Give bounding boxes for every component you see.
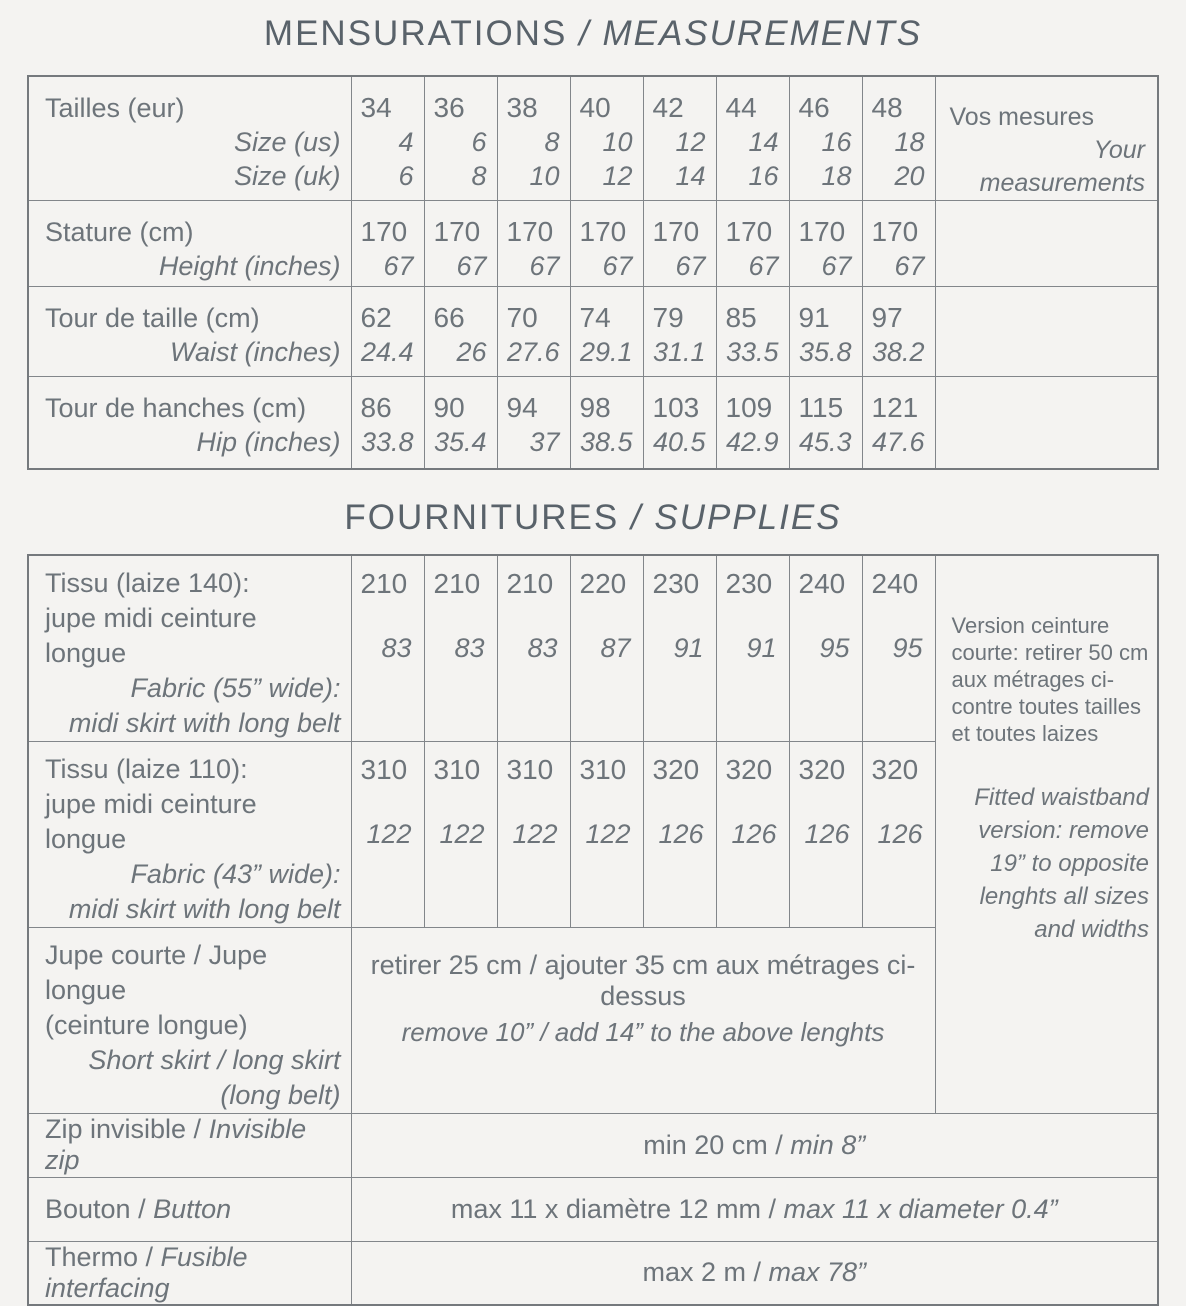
yardage-inch: 122 bbox=[366, 818, 412, 849]
interfacing-label-cell bbox=[28, 1241, 351, 1305]
value-inch: 37 bbox=[529, 427, 560, 457]
value-cm: 85 bbox=[725, 302, 757, 333]
size-uk: 16 bbox=[748, 161, 779, 191]
value-inch: 67 bbox=[529, 251, 560, 281]
value-cm: 170 bbox=[506, 216, 554, 247]
yardage-cm: 230 bbox=[725, 567, 773, 599]
zip-value-fr: min 20 cm / bbox=[643, 1129, 791, 1160]
yardage-inch: 126 bbox=[804, 818, 850, 849]
sizes-label-cell bbox=[28, 76, 351, 201]
yardage-cell bbox=[570, 741, 643, 927]
value-cm: 170 bbox=[360, 216, 408, 247]
yardage-cm: 320 bbox=[725, 753, 773, 785]
value-cell bbox=[643, 377, 716, 469]
value-cm: 170 bbox=[725, 216, 773, 247]
value-inch: 38.2 bbox=[871, 337, 925, 367]
value-cell bbox=[570, 287, 643, 377]
value-inch: 40.5 bbox=[652, 427, 706, 457]
skirt-label-en2: (long belt) bbox=[220, 1079, 341, 1110]
value-cm: 115 bbox=[798, 392, 844, 423]
size-us: 10 bbox=[602, 127, 633, 157]
value-inch: 35.8 bbox=[798, 337, 852, 367]
value-inch: 67 bbox=[383, 251, 414, 281]
size-uk: 10 bbox=[529, 161, 560, 191]
value-inch: 42.9 bbox=[725, 427, 779, 457]
yardage-cell bbox=[862, 555, 935, 742]
value-cm: 170 bbox=[579, 216, 627, 247]
yardage-cm: 310 bbox=[579, 753, 627, 785]
fabric-label-en2: midi skirt with long belt bbox=[68, 893, 341, 924]
yardage-inch: 122 bbox=[585, 818, 631, 849]
zip-value-en: min 8” bbox=[790, 1129, 866, 1160]
size-eur: 44 bbox=[725, 92, 757, 123]
skirt-label-en1: Short skirt / long skirt bbox=[88, 1044, 341, 1075]
waistband-note-fr: Version ceinture courte: retirer 50 cm aux métrages ci-contre toutes tailles et toutes laizes bbox=[951, 612, 1149, 746]
button-row bbox=[28, 1177, 1158, 1241]
value-inch: 38.5 bbox=[579, 427, 633, 457]
yardage-cell bbox=[862, 741, 935, 927]
value-cell bbox=[351, 287, 424, 377]
value-cell bbox=[424, 377, 497, 469]
yardage-cm: 310 bbox=[433, 753, 481, 785]
size-us: 16 bbox=[821, 127, 852, 157]
measurements-title-en: / MEASUREMENTS bbox=[579, 14, 923, 53]
value-cm: 121 bbox=[871, 392, 919, 423]
value-cm: 170 bbox=[798, 216, 846, 247]
size-us: 4 bbox=[398, 127, 414, 157]
row-label-cell bbox=[28, 377, 351, 469]
row-label-en: Waist (inches) bbox=[169, 337, 341, 367]
sizes-label-us: Size (us) bbox=[233, 127, 341, 157]
value-inch: 33.5 bbox=[725, 337, 779, 367]
fabric-label-fr1: Tissu (laize 140): bbox=[45, 567, 250, 598]
yardage-inch: 95 bbox=[892, 632, 923, 663]
value-cell bbox=[497, 201, 570, 287]
value-cell bbox=[862, 201, 935, 287]
yardage-cell bbox=[497, 741, 570, 927]
supplies-title-fr: FOURNITURES bbox=[344, 497, 631, 537]
size-cell bbox=[862, 76, 935, 201]
zip-label-fr: Zip invisible / bbox=[45, 1114, 209, 1144]
pattern-sheet-page bbox=[0, 12, 1186, 1303]
size-us: 8 bbox=[544, 127, 560, 157]
supplies-table bbox=[27, 554, 1159, 1306]
yardage-cm: 310 bbox=[506, 753, 554, 785]
skirt-value-en: remove 10” / add 14” to the above lenghts bbox=[401, 1016, 885, 1047]
interfacing-value-en: max 78” bbox=[768, 1257, 867, 1287]
yardage-cell bbox=[643, 555, 716, 742]
value-cm: 98 bbox=[579, 392, 611, 423]
size-us: 6 bbox=[471, 127, 487, 157]
size-uk: 8 bbox=[471, 161, 487, 191]
value-cm: 97 bbox=[871, 302, 903, 333]
value-cell bbox=[424, 201, 497, 287]
value-cm: 91 bbox=[798, 302, 830, 333]
measurements-table bbox=[27, 75, 1159, 470]
value-cell bbox=[497, 377, 570, 469]
fabric-110-label-cell bbox=[28, 741, 351, 927]
skirt-length-value-wrap bbox=[352, 928, 935, 1062]
yardage-cm: 210 bbox=[433, 567, 481, 599]
yardage-cell bbox=[497, 555, 570, 742]
size-uk: 6 bbox=[398, 161, 414, 191]
size-uk: 14 bbox=[675, 161, 706, 191]
sizes-label-fr: Tailles (eur) bbox=[45, 93, 185, 123]
size-eur: 34 bbox=[360, 92, 392, 123]
value-cm: 170 bbox=[652, 216, 700, 247]
value-cell bbox=[789, 201, 862, 287]
yardage-inch: 91 bbox=[746, 632, 777, 663]
row-label-fr: Stature (cm) bbox=[45, 217, 194, 247]
fabric-label-en1: Fabric (55” wide): bbox=[130, 672, 341, 703]
fabric-140-row bbox=[28, 555, 1158, 742]
yardage-inch: 95 bbox=[819, 632, 850, 663]
value-cell bbox=[351, 377, 424, 469]
interfacing-label-fr: Thermo / bbox=[45, 1241, 161, 1272]
row-label-cell bbox=[28, 287, 351, 377]
size-uk: 20 bbox=[894, 161, 925, 191]
size-cell bbox=[789, 76, 862, 201]
value-cm: 109 bbox=[725, 392, 773, 423]
size-eur: 46 bbox=[798, 92, 830, 123]
yardage-inch: 126 bbox=[731, 818, 777, 849]
zip-value-cell bbox=[351, 1113, 1158, 1177]
yardage-cell bbox=[351, 555, 424, 742]
size-cell bbox=[570, 76, 643, 201]
value-cell bbox=[497, 287, 570, 377]
your-measurements-empty-cell bbox=[935, 377, 1158, 469]
skirt-label-fr1: Jupe courte / Jupe longue bbox=[45, 939, 268, 1005]
yardage-cm: 240 bbox=[798, 567, 846, 599]
zip-label-en: Invisible zip bbox=[45, 1114, 307, 1175]
waistband-note-en: Fitted waistband version: remove 19” to opposite lenghts all sizes and widths bbox=[974, 783, 1149, 943]
yardage-inch: 83 bbox=[527, 632, 558, 663]
value-inch: 47.6 bbox=[871, 427, 925, 457]
value-inch: 31.1 bbox=[652, 337, 706, 367]
row-label-cell bbox=[28, 201, 351, 287]
supplies-title bbox=[0, 496, 1186, 540]
size-us: 14 bbox=[748, 127, 779, 157]
yardage-cell bbox=[424, 741, 497, 927]
yardage-cell bbox=[716, 741, 789, 927]
value-inch: 35.4 bbox=[433, 427, 487, 457]
measurements-title bbox=[0, 12, 1186, 56]
value-cell bbox=[351, 201, 424, 287]
value-inch: 67 bbox=[748, 251, 779, 281]
fabric-label-fr2: jupe midi ceinture longue bbox=[45, 788, 257, 854]
yardage-cm: 210 bbox=[506, 567, 554, 599]
row-label-en: Height (inches) bbox=[158, 251, 341, 281]
yardage-cm: 320 bbox=[871, 753, 919, 785]
yardage-cm: 320 bbox=[652, 753, 700, 785]
value-cm: 103 bbox=[652, 392, 700, 423]
your-measurements-empty-cell bbox=[935, 201, 1158, 287]
size-cell bbox=[643, 76, 716, 201]
value-cm: 79 bbox=[652, 302, 684, 333]
size-us: 12 bbox=[675, 127, 706, 157]
yardage-cell bbox=[570, 555, 643, 742]
size-uk: 18 bbox=[821, 161, 852, 191]
button-label-cell bbox=[28, 1177, 351, 1241]
value-cm: 70 bbox=[506, 302, 538, 333]
fabric-label-fr2: jupe midi ceinture longue bbox=[45, 602, 257, 668]
interfacing-value-cell bbox=[351, 1241, 1158, 1305]
value-cell bbox=[570, 377, 643, 469]
waistband-version-note-cell bbox=[935, 555, 1158, 1114]
skirt-value-fr: retirer 25 cm / ajouter 35 cm aux métrages ci-dessus bbox=[370, 949, 916, 1011]
row-label-en: Hip (inches) bbox=[196, 427, 341, 457]
fabric-label-en2: midi skirt with long belt bbox=[68, 707, 341, 738]
value-cm: 62 bbox=[360, 302, 392, 333]
yardage-cm: 310 bbox=[360, 753, 408, 785]
value-cm: 94 bbox=[506, 392, 538, 423]
size-cell bbox=[716, 76, 789, 201]
row-label-fr: Tour de taille (cm) bbox=[45, 303, 260, 333]
waist-row bbox=[28, 287, 1158, 377]
value-inch: 67 bbox=[456, 251, 487, 281]
yardage-cell bbox=[643, 741, 716, 927]
yardage-inch: 83 bbox=[454, 632, 485, 663]
value-cm: 74 bbox=[579, 302, 611, 333]
value-inch: 67 bbox=[602, 251, 633, 281]
yardage-inch: 126 bbox=[658, 818, 704, 849]
button-label-en: Button bbox=[153, 1193, 232, 1224]
height-row bbox=[28, 201, 1158, 287]
yardage-cm: 210 bbox=[360, 567, 408, 599]
yardage-inch: 122 bbox=[512, 818, 558, 849]
size-cell bbox=[351, 76, 424, 201]
fabric-label-en1: Fabric (43” wide): bbox=[130, 858, 341, 889]
size-eur: 38 bbox=[506, 92, 538, 123]
value-inch: 29.1 bbox=[579, 337, 633, 367]
zip-row bbox=[28, 1113, 1158, 1177]
supplies-title-en: / SUPPLIES bbox=[630, 497, 842, 537]
value-cell bbox=[424, 287, 497, 377]
value-cell bbox=[716, 287, 789, 377]
yardage-cell bbox=[789, 741, 862, 927]
value-cell bbox=[862, 377, 935, 469]
fabric-140-label-cell bbox=[28, 555, 351, 742]
button-value-en: max 11 x diameter 0.4” bbox=[783, 1193, 1058, 1224]
button-label-fr: Bouton / bbox=[45, 1193, 154, 1224]
value-cell bbox=[789, 377, 862, 469]
value-cm: 86 bbox=[360, 392, 392, 423]
yardage-cm: 320 bbox=[798, 753, 846, 785]
value-cm: 170 bbox=[871, 216, 919, 247]
your-measurements-fr: Vos mesures bbox=[949, 103, 1095, 131]
value-inch: 24.4 bbox=[360, 337, 414, 367]
size-eur: 42 bbox=[652, 92, 684, 123]
yardage-cell bbox=[789, 555, 862, 742]
your-measurements-empty-cell bbox=[935, 287, 1158, 377]
yardage-cell bbox=[716, 555, 789, 742]
value-inch: 26 bbox=[456, 337, 487, 367]
your-measurements-cell bbox=[935, 76, 1158, 201]
value-cm: 66 bbox=[433, 302, 465, 333]
value-inch: 45.3 bbox=[798, 427, 852, 457]
skirt-length-value-cell bbox=[351, 927, 935, 1113]
button-value-cell bbox=[351, 1177, 1158, 1241]
yardage-cm: 220 bbox=[579, 567, 627, 599]
value-inch: 27.6 bbox=[506, 337, 560, 367]
yardage-inch: 126 bbox=[877, 818, 923, 849]
size-cell bbox=[424, 76, 497, 201]
yardage-inch: 91 bbox=[673, 632, 704, 663]
hip-row bbox=[28, 377, 1158, 469]
value-cell bbox=[789, 287, 862, 377]
your-measurements-en: Your measurements bbox=[979, 136, 1145, 197]
sizes-label-uk: Size (uk) bbox=[233, 161, 341, 191]
value-cm: 90 bbox=[433, 392, 465, 423]
size-eur: 40 bbox=[579, 92, 611, 123]
value-inch: 67 bbox=[821, 251, 852, 281]
interfacing-value-fr: max 2 m / bbox=[642, 1257, 769, 1287]
fabric-label-fr1: Tissu (laize 110): bbox=[45, 753, 248, 784]
value-inch: 33.8 bbox=[360, 427, 414, 457]
value-cell bbox=[643, 287, 716, 377]
skirt-label-fr2: (ceinture longue) bbox=[45, 1009, 248, 1040]
yardage-inch: 122 bbox=[439, 818, 485, 849]
yardage-cm: 230 bbox=[652, 567, 700, 599]
yardage-cell bbox=[351, 741, 424, 927]
yardage-cell bbox=[424, 555, 497, 742]
size-eur: 36 bbox=[433, 92, 465, 123]
interfacing-label-en: Fusible interfacing bbox=[45, 1241, 248, 1303]
skirt-length-label-cell bbox=[28, 927, 351, 1113]
value-cell bbox=[862, 287, 935, 377]
zip-label-cell bbox=[28, 1113, 351, 1177]
value-cell bbox=[643, 201, 716, 287]
size-us: 18 bbox=[894, 127, 925, 157]
value-cm: 170 bbox=[433, 216, 481, 247]
yardage-inch: 87 bbox=[600, 632, 631, 663]
row-label-fr: Tour de hanches (cm) bbox=[45, 393, 307, 423]
yardage-inch: 83 bbox=[381, 632, 412, 663]
size-cell bbox=[497, 76, 570, 201]
interfacing-row bbox=[28, 1241, 1158, 1305]
value-cell bbox=[716, 377, 789, 469]
value-cell bbox=[716, 201, 789, 287]
size-eur: 48 bbox=[871, 92, 903, 123]
size-uk: 12 bbox=[602, 161, 633, 191]
measurements-title-fr: MENSURATIONS bbox=[263, 14, 580, 53]
value-inch: 67 bbox=[894, 251, 925, 281]
yardage-cm: 240 bbox=[871, 567, 919, 599]
button-value-fr: max 11 x diamètre 12 mm / bbox=[450, 1193, 784, 1224]
value-inch: 67 bbox=[675, 251, 706, 281]
value-cell bbox=[570, 201, 643, 287]
sizes-row bbox=[28, 76, 1158, 201]
